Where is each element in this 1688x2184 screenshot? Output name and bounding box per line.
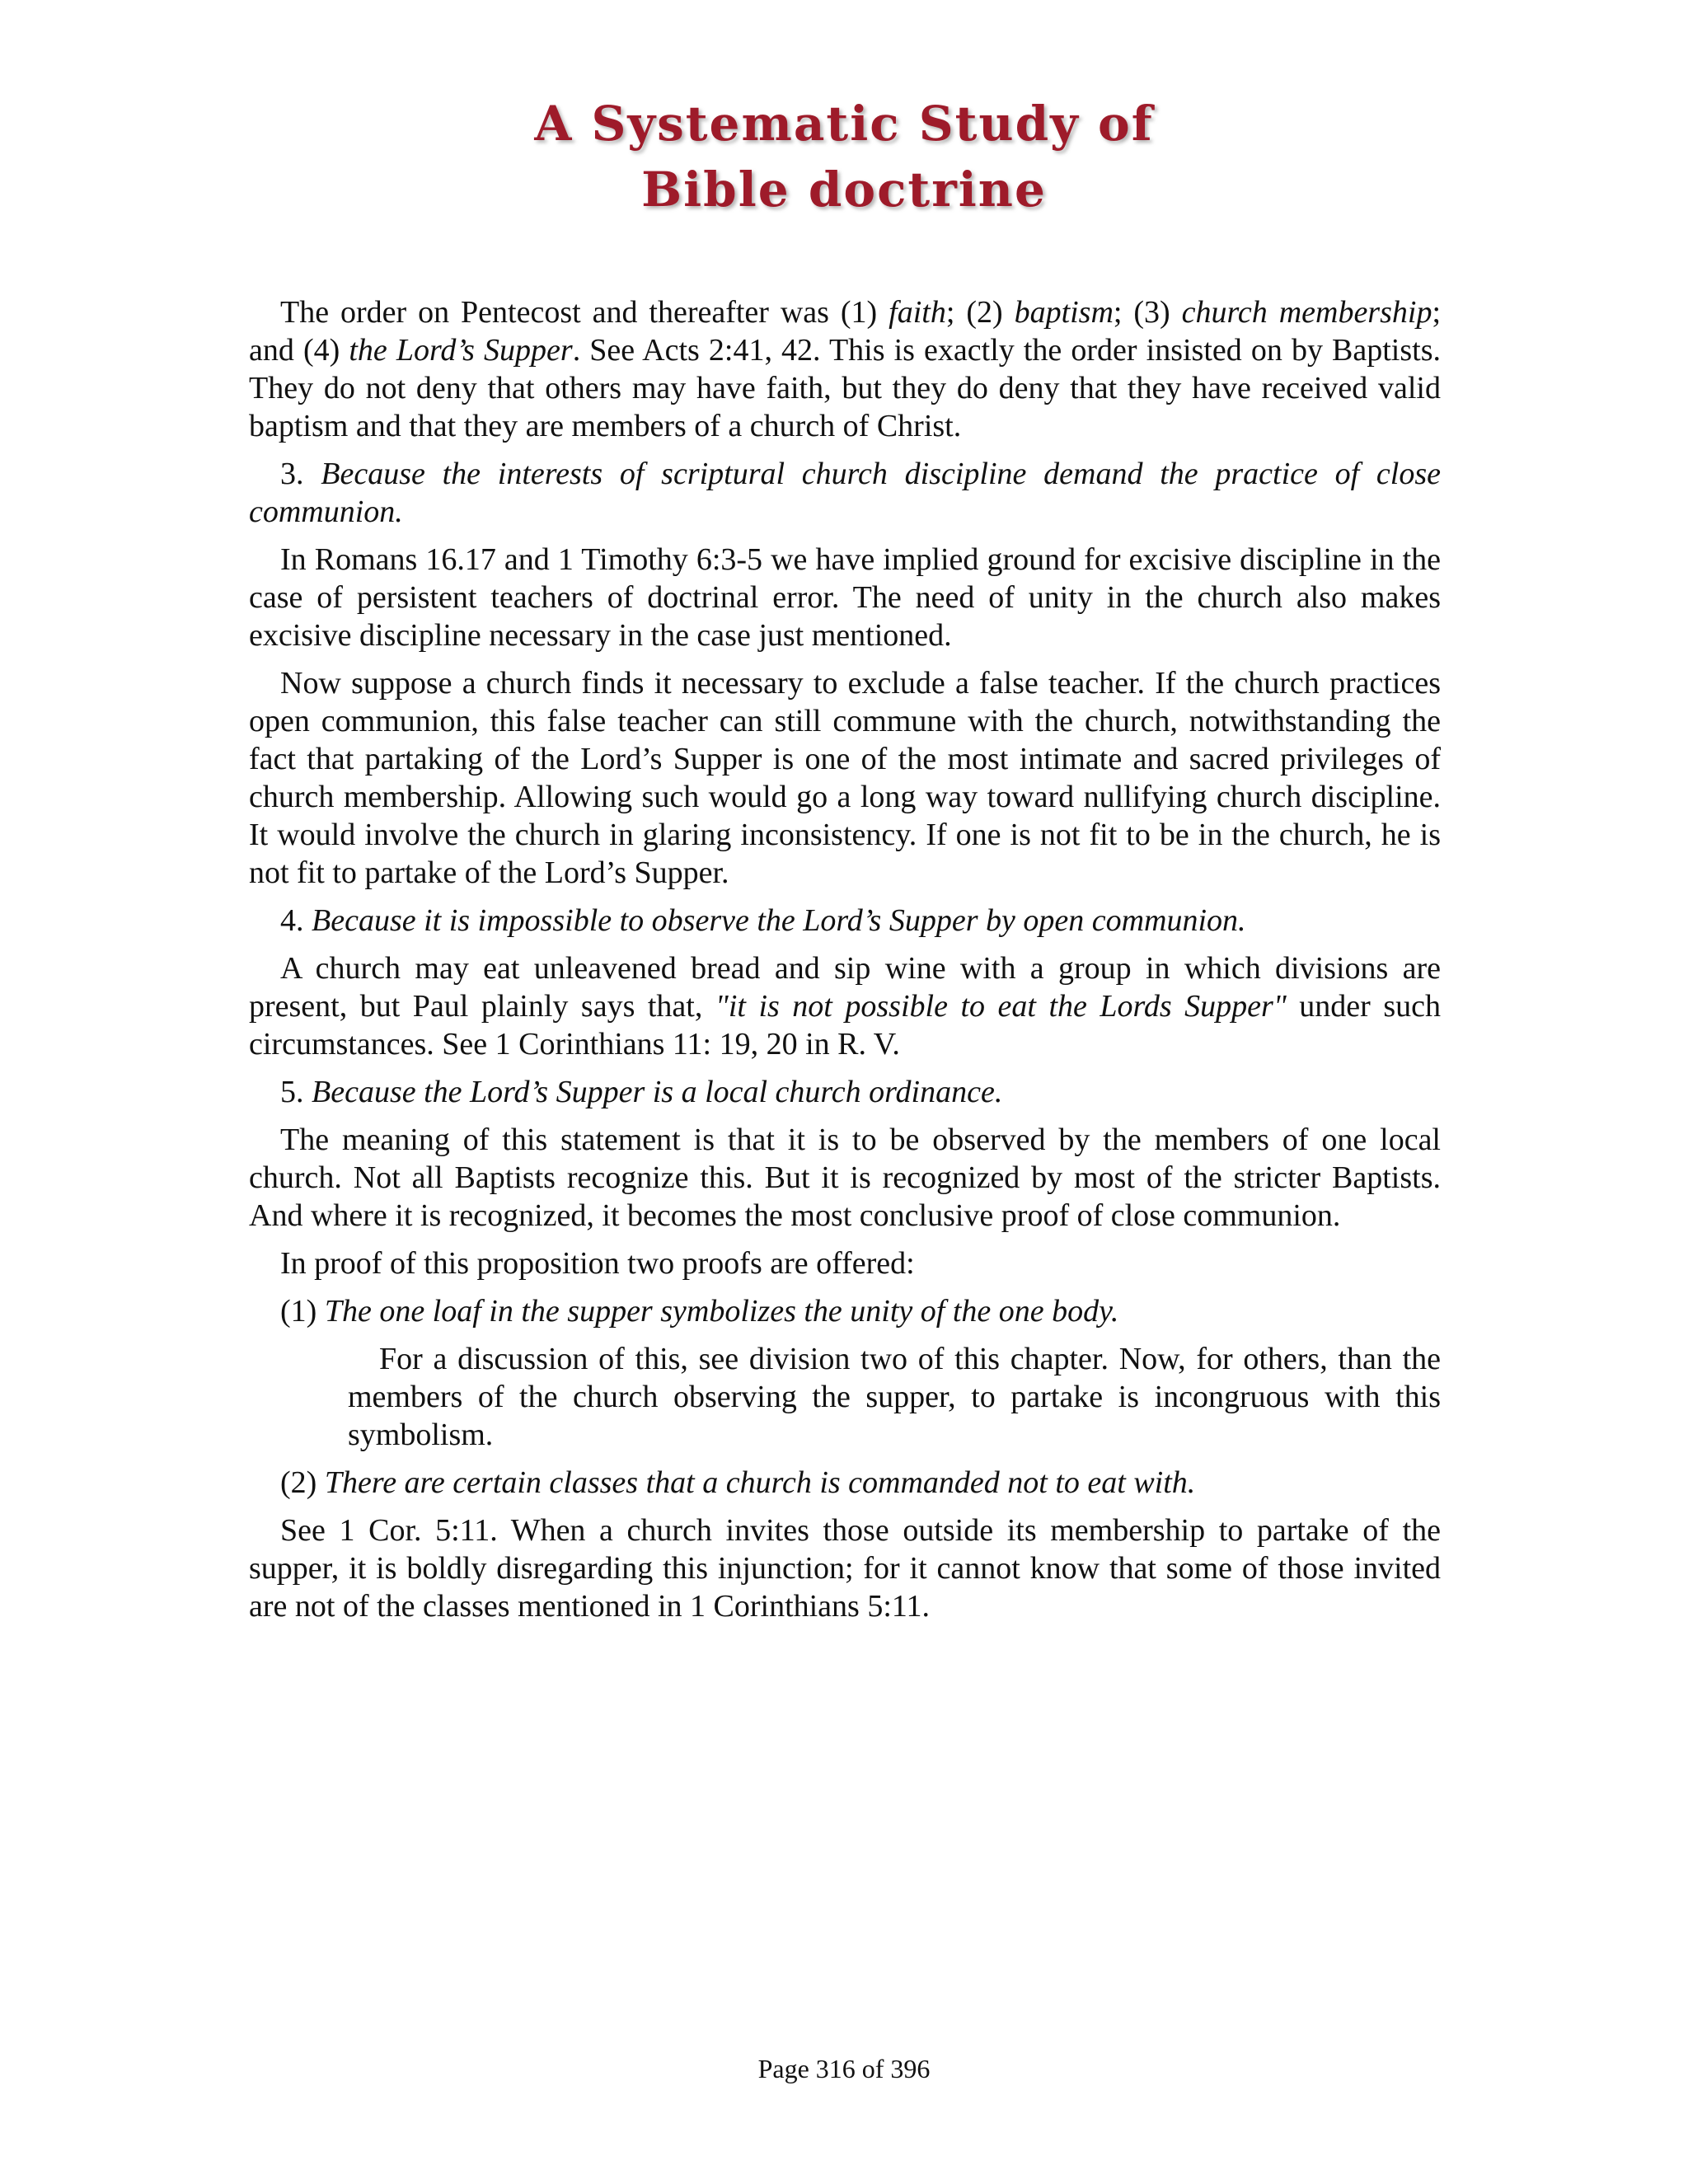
point-text: Because the Lord’s Supper is a local church ordinance.	[312, 1075, 1003, 1109]
header-title-line1: A Systematic Study of	[534, 96, 1154, 152]
paragraph-unleavened-bread	[249, 949, 1441, 1063]
point-text: Because it is impossible to observe the Lord’s Supper by open communion.	[312, 903, 1246, 938]
header-title-line2: Bible doctrine	[641, 162, 1047, 218]
point-number: 5.	[280, 1075, 312, 1109]
point-3-heading	[249, 455, 1441, 531]
text-run: ; and (4)	[249, 295, 1442, 368]
page-number-footer: Page 316 of 396	[757, 2054, 931, 2083]
proof-text: The one loaf in the supper symbolizes the unity of the one body.	[324, 1294, 1119, 1329]
emphasis-text: baptism	[1014, 295, 1114, 330]
proof-text: There are certain classes that a church is commanded not to eat with.	[324, 1465, 1196, 1500]
paragraph-division-two: For a discussion of this, see division two of this chapter. Now, for others, than the members of the church observing the supper, to partake is incongruous with this symbolism.	[348, 1342, 1441, 1452]
paragraph-two-proofs: In proof of this proposition two proofs are offered:	[280, 1246, 915, 1281]
text-run: ; (2)	[945, 295, 1015, 330]
text-run: The order on Pentecost and thereafter was (1)	[280, 295, 889, 330]
text-run: A church may eat unleavened bread and sip wine with a group in which divisions are present, but Paul plainly says that,	[249, 951, 1441, 1024]
paragraph-local-church: The meaning of this statement is that it is to be observed by the members of one local church. Not all Baptists recognize this. But it is recognized by most of the stricter Baptists. And where it is recognized, it becomes the most conclusive proof of close communion.	[249, 1122, 1441, 1233]
quote-text: "it is not possible to eat the Lords Supper"	[715, 989, 1287, 1024]
paragraph-1-cor-5-11: See 1 Cor. 5:11. When a church invites those outside its membership to partake of the supper, it is boldly disregarding this injunction; for it cannot know that some of those invited are not of the classes mentioned in 1 Corinthians 5:11.	[249, 1513, 1441, 1624]
text-run: . See Acts 2:41, 42. This is exactly the order insisted on by Baptists. They do not deny that others may have faith, but they do deny that they have received valid baptism and that they are members of a church of Christ.	[249, 333, 1441, 443]
paragraph-false-teacher: Now suppose a church finds it necessary to exclude a false teacher. If the church practices open communion, this false teacher can still commune with the church, notwithstanding the fact that partaking of the Lord’s Supper is one of the most intimate and sacred privileges of church membership. Allowing such would go a long way toward nullifying church discipline. It would involve the church in glaring inconsistency. If one is not fit to be in the church, he is not fit to partake of the Lord’s Supper.	[249, 666, 1441, 890]
emphasis-text: faith	[889, 295, 946, 330]
proof-1-heading	[249, 1292, 1441, 1330]
emphasis-text: the Lord’s Supper	[349, 333, 573, 368]
point-number: 4.	[280, 903, 312, 938]
proof-number: (1)	[280, 1294, 325, 1329]
proof-2-heading	[249, 1464, 1441, 1502]
page-body	[249, 293, 1441, 1635]
emphasis-text: church membership	[1181, 295, 1432, 330]
proof-number: (2)	[280, 1465, 325, 1500]
text-run: ; (3)	[1113, 295, 1182, 330]
point-text: Because the interests of scriptural church discipline demand the practice of close communion.	[249, 457, 1442, 529]
point-4-heading	[249, 902, 1441, 940]
paragraph-order-on-pentecost	[249, 293, 1441, 445]
point-5-heading	[249, 1073, 1441, 1111]
point-number: 3.	[280, 457, 321, 491]
paragraph-excisive-discipline: In Romans 16.17 and 1 Timothy 6:3-5 we have implied ground for excisive discipline in the case of persistent teachers of doctrinal error. The need of unity in the church also makes excisive discipline necessary in the case just mentioned.	[249, 542, 1441, 653]
header-title-logo	[0, 91, 1688, 223]
text-run: under such circumstances. See 1 Corinthians 11: 19, 20 in R. V.	[249, 989, 1441, 1062]
